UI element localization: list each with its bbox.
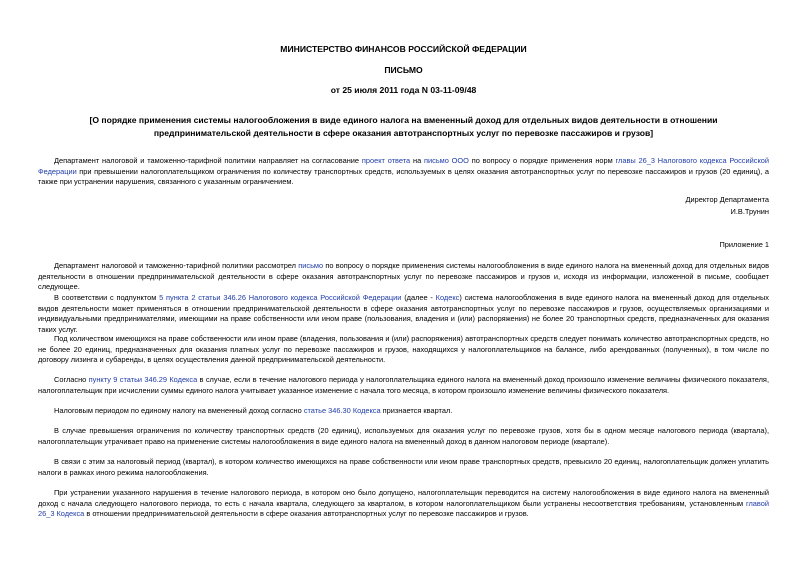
body-paragraph-2 [38, 293, 769, 335]
p5-text-b: признается квартал. [380, 406, 453, 415]
p1-text-a: Департамент налоговой и таможенно-тарифной политики рассмотрел [54, 261, 299, 270]
cover-text-3: по вопросу о порядке применения норм [468, 156, 616, 165]
link-letter-ooo[interactable]: письмо ООО [424, 156, 469, 165]
body-paragraph-8 [38, 488, 769, 520]
signature-position: Директор Департамента [685, 195, 769, 204]
link-code[interactable]: Кодекс [435, 293, 460, 302]
cover-paragraph [38, 156, 769, 188]
p2-text-b: (далее - [401, 293, 436, 302]
p4-text-a: Согласно [54, 375, 89, 384]
link-article-346-29[interactable]: пункту 9 статьи 346.29 Кодекса [88, 375, 198, 384]
cover-text-4: при превышении налогоплательщиком ограничения по количеству транспортных средств, используемых в целях оказания автотранспортных услуг по перевозке пассажиров и грузов (20 единиц), а также при устранении нарушения, связанного с указанным ограничением. [38, 166, 769, 187]
signature-name: И.В.Трунин [730, 207, 769, 216]
link-draft-answer[interactable]: проект ответа [361, 156, 411, 165]
link-chapter-26-3-code[interactable]: главой 26_3 Кодекса [38, 498, 769, 519]
p8-text-a: При устранении указанного нарушения в течение налогового периода, в котором оно было допущено, налогоплательщик переводится на систему налогообложения в виде единого налога на вмененный доход с начала следующего налогового периода, то есть с начала квартала, следующего за кварталом, в котором налогоплательщиком были устранены несоответствия требованиям, установленным [38, 488, 769, 508]
p5-text-a: Налоговым периодом по единому налогу на вмененный доход согласно [54, 406, 304, 415]
body-paragraph-1 [38, 261, 769, 293]
doc-subject: [О порядке применения системы налогообложения в виде единого налога на вмененный доход для отдельных видов деятельности в отношении предпринимательской деятельности в сфере оказания автотранспортных услуг по перевозке пассажиров и грузов] [89, 115, 718, 138]
cover-text-2: на [410, 156, 424, 165]
p1-text-b: по вопросу о порядке применения системы налогообложения в виде единого налога на вмененный доход для отдельных видов деятельности в отношении предпринимательской деятельности в сфере оказания автотранспортных услуг по перевозке пассажиров и грузов и, исходя из информации, изложенной в письме, сообщает следующее. [38, 261, 770, 292]
ministry-title: МИНИСТЕРСТВО ФИНАНСОВ РОССИЙСКОЙ ФЕДЕРАЦИИ [280, 44, 527, 54]
link-article-346-30[interactable]: статье 346.30 Кодекса [303, 406, 381, 415]
body-paragraph-4 [38, 375, 769, 396]
link-chapter-26-3[interactable]: главы 26_3 Налогового кодекса Российской Федерации [38, 156, 770, 176]
link-letter[interactable]: письмо [298, 261, 324, 270]
doc-date-number: от 25 июля 2011 года N 03-11-09/48 [330, 85, 477, 95]
link-article-346-26[interactable]: 5 пункта 2 статьи 346.26 Налогового кодекса Российской Федерации [159, 293, 402, 302]
doc-type-title: ПИСЬМО [384, 65, 423, 75]
p2-text-c: ) система налогообложения в виде единого налога на вмененный доход для отдельных видов деятельности может применяться в отношении предпринимательской деятельности в сфере оказания автотранспортных услуг по перевозке пассажиров и грузов, осуществляемых организациями и индивидуальными предпринимателями, имеющими на праве собственности или ином праве (пользования, владения и (или) распоряжения) не более 20 транспортных средств, предназначенных для оказания таких услуг. [38, 293, 770, 334]
p4-text-b: в случае, если в течение налогового периода у налогоплательщика единого налога на вмененный доход произошло изменение величины физического показателя, налогоплательщик при исчислении суммы единого налога учитывает указанное изменение с начала того месяца, в котором произошло изменение величины физического показателя. [38, 375, 769, 395]
body-paragraph-7: В связи с этим за налоговый период (квартал), в котором количество имеющихся на праве собственности или ином праве транспортных средств, превысило 20 единиц, налогоплательщик должен уплатить налоги в рамках иного режима налогообложения. [38, 457, 769, 477]
body-paragraph-6: В случае превышения ограничения по количеству транспортных средств (20 единиц), используемых для оказания услуг по перевозке грузов, хотя бы в одном месяце налогового периода (квартала), налогоплательщик утрачивает право на применение системы налогообложения в виде единого налога на вмененный доход в данном налоговом периоде (квартале). [38, 426, 769, 446]
appendix-label: Приложение 1 [719, 240, 769, 249]
body-paragraph-3: Под количеством имеющихся на праве собственности или ином праве (владения, пользования и (или) распоряжения) автотранспортных средств следует понимать количество автотранспортных средств, но не более 20 единиц, предназначенных для оказания платных услуг по перевозке пассажиров и грузов, находящихся у налогоплательщиков на балансе, либо арендованных (полученных), в том числе по договору лизинга и субаренды, в целях осуществления данной предпринимательской деятельности. [38, 334, 769, 365]
p8-text-b: в отношении предпринимательской деятельности в сфере оказания автотранспортных услуг по перевозке пассажиров и грузов. [84, 509, 529, 519]
cover-text-1: Департамент налоговой и таможенно-тарифной политики направляет на согласование [54, 156, 362, 165]
body-paragraph-5 [38, 406, 769, 417]
p2-text-a: В соответствии с подпунктом [54, 293, 160, 302]
